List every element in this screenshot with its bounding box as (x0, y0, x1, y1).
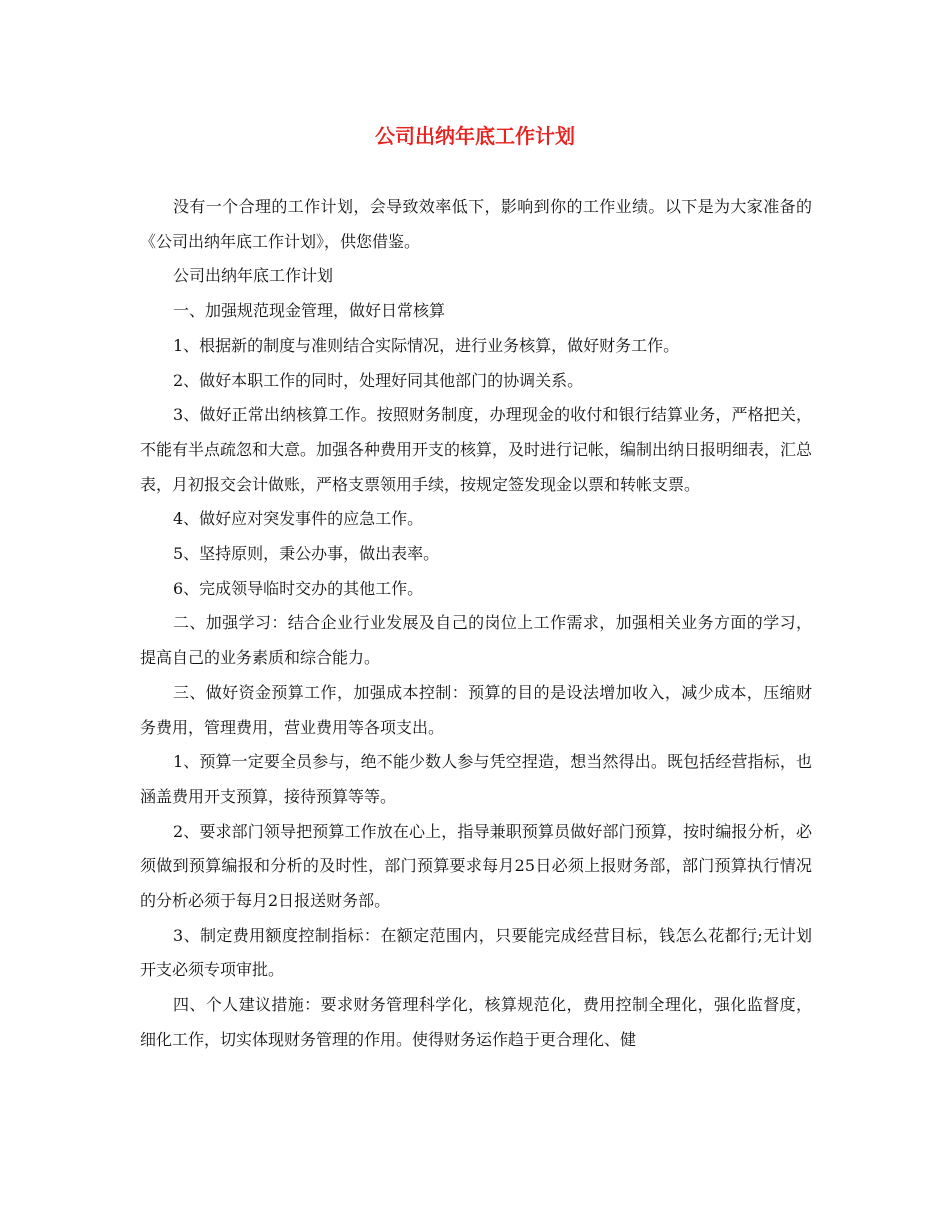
list-item: 2、做好本职工作的同时，处理好同其他部门的协调关系。 (173, 370, 584, 390)
paragraph-intro: 没有一个合理的工作计划，会导致效率低下，影响到你的工作业绩。以下是为大家准备的《公司出纳年底工作计划》，供您借鉴。 (140, 197, 812, 251)
section-heading-2: 二、加强学习：结合企业行业发展及自己的岗位上工作需求，加强相关业务方面的学习，提高自己的业务素质和综合能力。 (140, 613, 812, 668)
section-heading-1: 一、加强规范现金管理，做好日常核算 (173, 301, 446, 321)
document-body (140, 190, 812, 1058)
list-item: 5、坚持原则，秉公办事，做出表率。 (173, 544, 440, 564)
list-item: 6、完成领导临时交办的其他工作。 (173, 578, 424, 598)
section-heading-4: 四、个人建议措施：要求财务管理科学化，核算规范化，费用控制全理化，强化监督度，细化工作，切实体现财务管理的作用。使得财务运作趋于更合理化、健 (140, 995, 812, 1049)
list-item: 1、根据新的制度与准则结合实际情况，进行业务核算，做好财务工作。 (173, 335, 680, 355)
document-title: 公司出纳年底工作计划 (375, 124, 575, 148)
section-heading-3: 三、做好资金预算工作，加强成本控制：预算的目的是设法增加收入，减少成本，压缩财务费用，管理费用，营业费用等各项支出。 (140, 682, 812, 737)
list-item: 2、要求部门领导把预算工作放在心上，指导兼职预算员做好部门预算，按时编报分析，必须做到预算编报和分析的及时性，部门预算要求每月25日必须上报财务部，部门预算执行情况的分析必须于每月2日报送财务部。 (140, 821, 812, 911)
paragraph-subtitle: 公司出纳年底工作计划 (173, 266, 334, 286)
list-item: 3、做好正常出纳核算工作。按照财务制度，办理现金的收付和银行结算业务，严格把关，不能有半点疏忽和大意。加强各种费用开支的核算，及时进行记帐，编制出纳日报明细表，汇总表，月初报交会计做账，严格支票领用手续，按规定签发现金以票和转帐支票。 (140, 405, 813, 494)
list-item: 1、预算一定要全员参与，绝不能少数人参与凭空捏造，想当然得出。既包括经营指标，也涵盖费用开支预算，接待预算等等。 (140, 752, 812, 806)
list-item: 4、做好应对突发事件的应急工作。 (173, 509, 424, 529)
list-item: 3、制定费用额度控制指标：在额定范围内，只要能完成经营目标，钱怎么花都行;无计划开支必须专项审批。 (140, 925, 812, 980)
